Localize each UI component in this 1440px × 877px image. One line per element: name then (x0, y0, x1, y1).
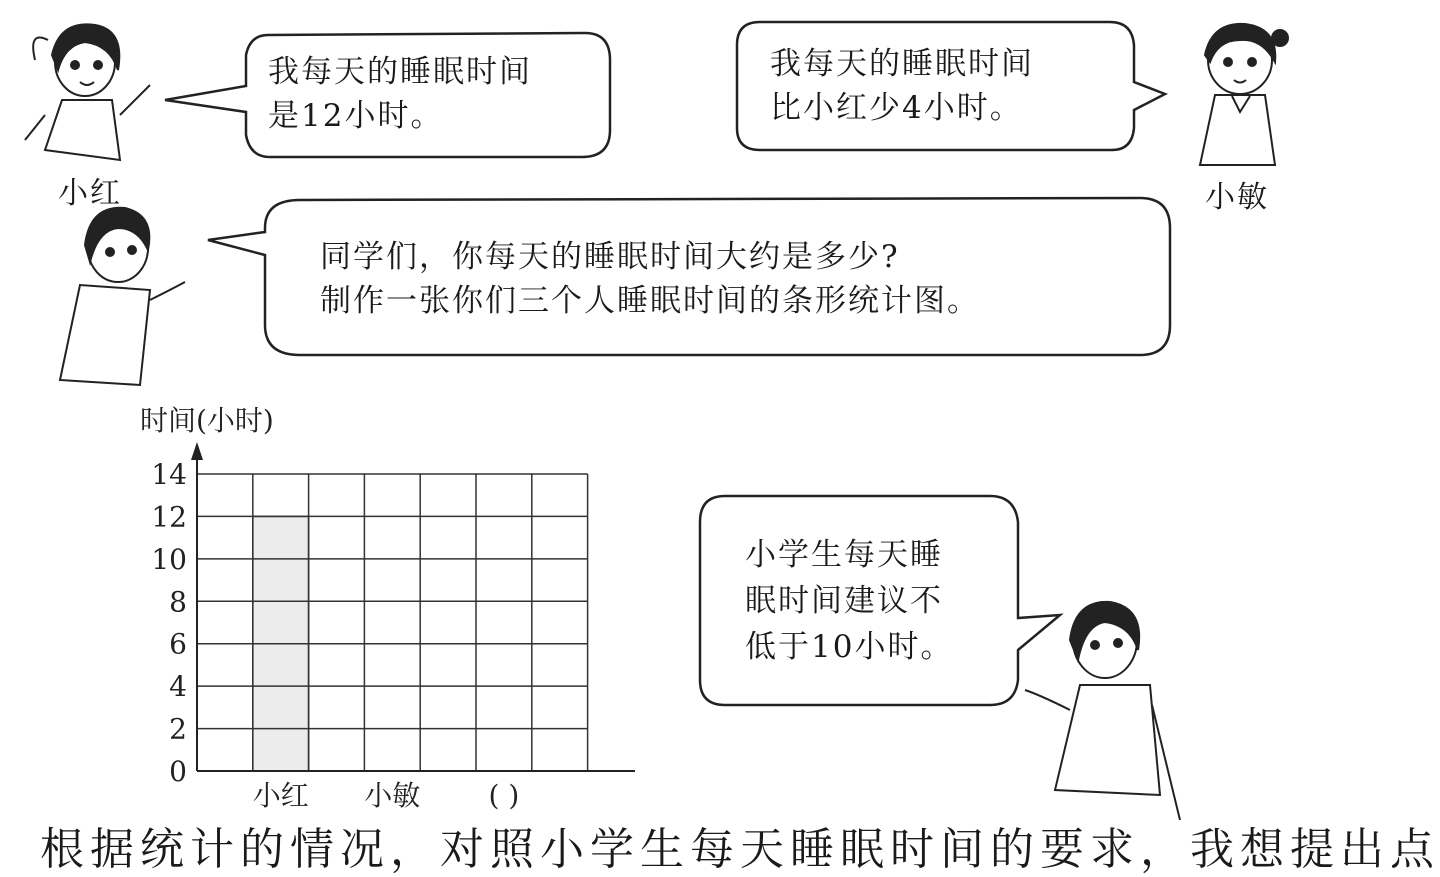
xiaohong-figure (25, 24, 150, 160)
teacher-speech (320, 235, 980, 323)
xiaohong-speech-line: 我每天的睡眠时间 (268, 54, 532, 90)
y-tick-label: 14 (151, 458, 187, 491)
xiaomin-name: 小敏 (1205, 180, 1269, 215)
advisor-speech (745, 532, 953, 670)
y-tick-label: 2 (169, 712, 187, 746)
y-tick-label: 10 (151, 542, 187, 576)
comic-scene (0, 0, 1351, 400)
advisor-speech-line: 低于10小时。 (745, 629, 954, 665)
advisor-speech-line: 眠时间建议不 (745, 583, 943, 619)
x-category-label: 小敏 (364, 779, 421, 812)
y-tick-label: 12 (151, 500, 187, 534)
teacher-figure (60, 208, 185, 385)
xiaohong-speech-line: 是12小时。 (268, 98, 444, 134)
xiaohong-name: 小红 (58, 176, 122, 211)
xiaomin-speech-line: 我每天的睡眠时间 (770, 46, 1034, 82)
advisor-figure (1025, 602, 1180, 820)
x-category-label: 小红 (252, 779, 309, 812)
y-tick-label: 4 (169, 670, 187, 704)
xiaohong-speech (268, 50, 532, 138)
y-tick-label: 8 (169, 585, 187, 619)
xiaomin-speech-line: 比小红少4小时。 (770, 90, 1023, 126)
y-axis-label: 时间(小时) (140, 404, 274, 437)
y-tick-label: 0 (169, 755, 187, 788)
xiaomin-speech (770, 42, 1034, 130)
x-category-label: ( ) (488, 779, 520, 812)
advisor-speech-line: 小学生每天睡 (745, 537, 943, 573)
sleep-bar-chart (0, 390, 680, 820)
y-tick-label: 6 (169, 627, 187, 661)
teacher-speech-line: 制作一张你们三个人睡眠时间的条形统计图。 (320, 283, 980, 319)
y-axis-arrow (191, 442, 203, 460)
teacher-speech-line: 同学们，你每天的睡眠时间大约是多少? (320, 239, 900, 275)
xiaomin-figure (1200, 24, 1288, 165)
bottom-text: 根据统计的情况，对照小学生每天睡眠时间的要求，我想提出点 (40, 824, 1440, 875)
